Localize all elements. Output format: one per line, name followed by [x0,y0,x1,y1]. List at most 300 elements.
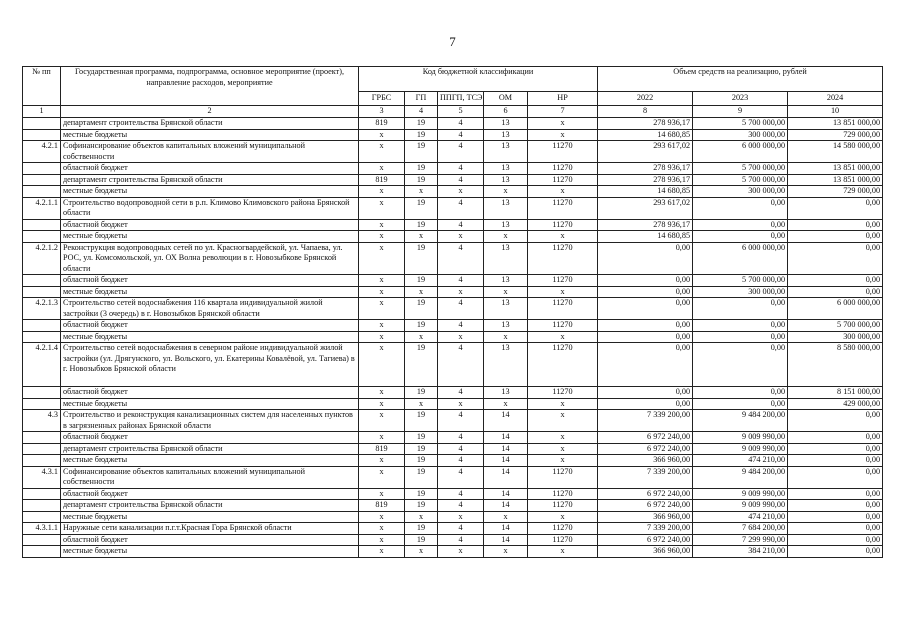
row-gp: х [405,186,438,198]
row-name: местные бюджеты [61,231,359,243]
row-gp: 19 [405,523,438,535]
col-num-header: № пп [23,67,61,106]
row-value-2023: 300 000,00 [693,286,788,298]
row-gp: 19 [405,197,438,219]
row-number [23,443,61,455]
row-value-2024: 13 851 000,00 [788,163,883,175]
row-value-2023: 384 210,00 [693,546,788,558]
row-om: 13 [484,118,528,130]
row-nr: 11270 [528,163,598,175]
table-row [23,141,883,163]
row-om: 14 [484,443,528,455]
row-number: 4.2.1.2 [23,242,61,275]
row-ppgp: 4 [438,432,484,444]
row-ppgp: х [438,546,484,558]
row-number [23,286,61,298]
row-ppgp: 4 [438,488,484,500]
row-nr: х [528,410,598,432]
row-grbs: х [359,242,405,275]
row-value-2022: 6 972 240,00 [598,488,693,500]
row-value-2023: 0,00 [693,320,788,332]
table-row [23,242,883,275]
row-value-2023: 0,00 [693,398,788,410]
row-nr: 11270 [528,523,598,535]
budget-table [22,66,883,558]
row-grbs: х [359,286,405,298]
row-grbs: х [359,331,405,343]
row-name: областной бюджет [61,163,359,175]
row-number: 4.3 [23,410,61,432]
table-row [23,398,883,410]
row-value-2024: 729 000,00 [788,186,883,198]
row-gp: 19 [405,163,438,175]
row-ppgp: 4 [438,275,484,287]
row-name: департамент строительства Брянской области [61,500,359,512]
col-nr-header: НР [528,92,598,106]
row-number [23,488,61,500]
row-value-2024: 0,00 [788,466,883,488]
row-name: Софинансирование объектов капитальных вложений муниципальной собственности [61,466,359,488]
row-grbs: х [359,343,405,387]
row-nr: 11270 [528,534,598,546]
row-value-2023: 9 009 990,00 [693,500,788,512]
row-value-2022: 14 680,85 [598,129,693,141]
row-gp: 19 [405,275,438,287]
row-nr: х [528,432,598,444]
row-value-2023: 9 484 200,00 [693,466,788,488]
table-row [23,320,883,332]
page-number: 7 [449,34,456,49]
row-value-2024: 429 000,00 [788,398,883,410]
row-value-2022: 6 972 240,00 [598,432,693,444]
col-2022-header: 2022 [598,92,693,106]
row-value-2024: 0,00 [788,488,883,500]
row-value-2024: 13 851 000,00 [788,174,883,186]
row-grbs: 819 [359,174,405,186]
col-name-header: Государственная программа, подпрограмма, основное мероприятие (проект), направление расходов, мероприятие [61,67,359,106]
column-number: 4 [405,106,438,118]
row-value-2022: 14 680,85 [598,186,693,198]
row-grbs: х [359,219,405,231]
table-row [23,466,883,488]
row-gp: 19 [405,320,438,332]
table-row [23,197,883,219]
row-gp: 19 [405,343,438,387]
table-row [23,286,883,298]
table-row [23,331,883,343]
row-ppgp: 4 [438,141,484,163]
row-nr: х [528,398,598,410]
row-nr: 11270 [528,298,598,320]
row-grbs: х [359,163,405,175]
row-number: 4.2.1 [23,141,61,163]
row-name: местные бюджеты [61,331,359,343]
row-ppgp: 4 [438,443,484,455]
row-value-2024: 13 851 000,00 [788,118,883,130]
row-grbs: х [359,455,405,467]
row-nr: 11270 [528,387,598,399]
row-om: 14 [484,500,528,512]
table-row [23,511,883,523]
row-om: 13 [484,298,528,320]
row-gp: 19 [405,455,438,467]
row-number [23,129,61,141]
table-row [23,534,883,546]
row-ppgp: 4 [438,466,484,488]
row-nr: х [528,231,598,243]
row-grbs: х [359,186,405,198]
row-name: областной бюджет [61,488,359,500]
table-row [23,443,883,455]
row-nr: 11270 [528,197,598,219]
row-number [23,231,61,243]
row-value-2022: 0,00 [598,242,693,275]
col-funds-header: Объем средств на реализацию, рублей [598,67,883,92]
row-value-2023: 5 700 000,00 [693,118,788,130]
row-value-2022: 0,00 [598,275,693,287]
row-om: 13 [484,197,528,219]
row-number: 4.2.1.3 [23,298,61,320]
row-om: 13 [484,387,528,399]
row-name: Строительство и реконструкция канализационных систем для населенных пунктов в загрязненных районах Брянской области [61,410,359,432]
row-value-2023: 474 210,00 [693,455,788,467]
row-name: Строительство сетей водоснабжения в северном районе индивидуальной жилой застройки (ул. Дрягунского, ул. Вольского, ул. Екатерины Ковалёвой, ул. Тагиева) в г. Новозыбков Брянской области [61,343,359,387]
row-gp: х [405,546,438,558]
row-value-2024: 14 580 000,00 [788,141,883,163]
row-ppgp: 4 [438,129,484,141]
column-number: 1 [23,106,61,118]
row-gp: 19 [405,387,438,399]
row-number [23,163,61,175]
row-name: местные бюджеты [61,398,359,410]
row-name: департамент строительства Брянской области [61,118,359,130]
col-2023-header: 2023 [693,92,788,106]
row-number [23,174,61,186]
row-grbs: х [359,466,405,488]
table-row [23,488,883,500]
row-om: 13 [484,275,528,287]
row-value-2022: 0,00 [598,343,693,387]
column-number: 10 [788,106,883,118]
table-row [23,546,883,558]
row-ppgp: 4 [438,523,484,535]
row-value-2022: 6 972 240,00 [598,500,693,512]
row-om: 14 [484,432,528,444]
row-grbs: х [359,231,405,243]
col-grbs-header: ГРБС [359,92,405,106]
row-grbs: х [359,511,405,523]
col-ppgp-header: ППГП, ТСЭ [438,92,484,106]
row-value-2023: 9 009 990,00 [693,443,788,455]
row-ppgp: х [438,511,484,523]
row-ppgp: х [438,331,484,343]
column-number: 2 [61,106,359,118]
row-om: х [484,186,528,198]
row-value-2023: 9 009 990,00 [693,432,788,444]
row-om: х [484,546,528,558]
row-om: 13 [484,343,528,387]
row-grbs: х [359,320,405,332]
row-grbs: х [359,546,405,558]
row-grbs: х [359,298,405,320]
row-grbs: х [359,398,405,410]
row-ppgp: 4 [438,242,484,275]
row-ppgp: 4 [438,298,484,320]
row-gp: 19 [405,500,438,512]
col-om-header: ОМ [484,92,528,106]
table-row [23,275,883,287]
row-value-2024: 0,00 [788,242,883,275]
row-value-2022: 7 339 200,00 [598,466,693,488]
row-value-2024: 0,00 [788,231,883,243]
row-om: 14 [484,410,528,432]
row-value-2024: 729 000,00 [788,129,883,141]
table-row [23,219,883,231]
row-nr: х [528,118,598,130]
row-value-2022: 293 617,02 [598,197,693,219]
row-nr: 11270 [528,320,598,332]
row-ppgp: 4 [438,343,484,387]
row-value-2024: 6 000 000,00 [788,298,883,320]
row-gp: 19 [405,534,438,546]
row-gp: х [405,398,438,410]
row-gp: х [405,511,438,523]
table-row [23,343,883,387]
row-grbs: 819 [359,500,405,512]
row-ppgp: х [438,186,484,198]
row-value-2023: 0,00 [693,197,788,219]
row-nr: х [528,129,598,141]
row-value-2022: 6 972 240,00 [598,443,693,455]
row-value-2024: 0,00 [788,275,883,287]
row-name: областной бюджет [61,534,359,546]
row-value-2022: 0,00 [598,331,693,343]
row-name: местные бюджеты [61,186,359,198]
row-ppgp: 4 [438,197,484,219]
row-nr: 11270 [528,275,598,287]
row-name: областной бюджет [61,219,359,231]
column-number: 9 [693,106,788,118]
row-gp: х [405,231,438,243]
row-number [23,387,61,399]
col-2024-header: 2024 [788,92,883,106]
row-om: 13 [484,320,528,332]
header-row [23,67,883,92]
row-om: х [484,286,528,298]
row-value-2024: 300 000,00 [788,331,883,343]
row-grbs: х [359,387,405,399]
row-value-2024: 0,00 [788,197,883,219]
row-grbs: х [359,523,405,535]
row-nr: 11270 [528,174,598,186]
row-nr: 11270 [528,219,598,231]
row-om: 14 [484,466,528,488]
row-om: 14 [484,455,528,467]
row-value-2024: 0,00 [788,511,883,523]
row-value-2022: 278 936,17 [598,174,693,186]
row-name: Софинансирование объектов капитальных вложений муниципальной собственности [61,141,359,163]
row-value-2022: 0,00 [598,286,693,298]
row-name: Строительство сетей водоснабжения 116 квартала индивидуальной жилой застройки (3 очередь) в г. Новозыбков Брянской области [61,298,359,320]
row-nr: 11270 [528,466,598,488]
row-ppgp: 4 [438,118,484,130]
row-number [23,546,61,558]
row-number: 4.3.1.1 [23,523,61,535]
row-om: х [484,511,528,523]
row-gp: 19 [405,118,438,130]
row-value-2023: 5 700 000,00 [693,275,788,287]
row-number [23,534,61,546]
row-nr: х [528,286,598,298]
row-number: 4.3.1 [23,466,61,488]
table-row [23,432,883,444]
row-value-2023: 0,00 [693,343,788,387]
table-row [23,455,883,467]
row-value-2023: 300 000,00 [693,186,788,198]
row-gp: 19 [405,129,438,141]
row-grbs: х [359,129,405,141]
row-ppgp: 4 [438,500,484,512]
row-value-2024: 0,00 [788,286,883,298]
row-ppgp: 4 [438,174,484,186]
row-ppgp: 4 [438,455,484,467]
column-number: 6 [484,106,528,118]
row-nr: х [528,186,598,198]
row-grbs: х [359,410,405,432]
row-grbs: х [359,197,405,219]
row-nr: х [528,455,598,467]
row-value-2024: 0,00 [788,443,883,455]
row-value-2022: 278 936,17 [598,219,693,231]
row-name: местные бюджеты [61,546,359,558]
column-number: 5 [438,106,484,118]
row-gp: х [405,286,438,298]
row-om: 14 [484,523,528,535]
table-row [23,523,883,535]
row-value-2023: 474 210,00 [693,511,788,523]
row-value-2023: 9 484 200,00 [693,410,788,432]
row-number [23,511,61,523]
table-row [23,387,883,399]
row-nr: 11270 [528,500,598,512]
row-gp: 19 [405,432,438,444]
row-ppgp: 4 [438,219,484,231]
row-value-2023: 5 700 000,00 [693,174,788,186]
row-value-2022: 0,00 [598,398,693,410]
row-om: 14 [484,534,528,546]
row-number [23,320,61,332]
row-number [23,219,61,231]
row-value-2024: 0,00 [788,546,883,558]
row-gp: х [405,331,438,343]
row-grbs: 819 [359,443,405,455]
row-name: Наружные сети канализации п.г.т.Красная Гора Брянской области [61,523,359,535]
row-value-2023: 6 000 000,00 [693,242,788,275]
row-nr: 11270 [528,343,598,387]
column-number: 8 [598,106,693,118]
row-om: 13 [484,129,528,141]
row-om: 13 [484,141,528,163]
row-value-2023: 7 684 200,00 [693,523,788,535]
row-value-2022: 366 960,00 [598,455,693,467]
row-ppgp: 4 [438,163,484,175]
row-name: департамент строительства Брянской области [61,174,359,186]
row-value-2024: 0,00 [788,455,883,467]
row-value-2022: 14 680,85 [598,231,693,243]
row-grbs: х [359,432,405,444]
row-grbs: х [359,141,405,163]
row-om: х [484,331,528,343]
col-gp-header: ГП [405,92,438,106]
row-value-2024: 0,00 [788,523,883,535]
row-value-2022: 366 960,00 [598,511,693,523]
row-value-2022: 6 972 240,00 [598,534,693,546]
row-value-2022: 278 936,17 [598,163,693,175]
row-value-2024: 0,00 [788,219,883,231]
row-name: местные бюджеты [61,286,359,298]
table-row [23,186,883,198]
row-gp: 19 [405,488,438,500]
row-value-2023: 0,00 [693,231,788,243]
table-row [23,163,883,175]
row-value-2022: 0,00 [598,298,693,320]
row-gp: 19 [405,466,438,488]
row-value-2022: 293 617,02 [598,141,693,163]
row-number [23,275,61,287]
row-name: областной бюджет [61,275,359,287]
row-value-2023: 6 000 000,00 [693,141,788,163]
row-grbs: х [359,275,405,287]
row-grbs: х [359,534,405,546]
row-ppgp: 4 [438,410,484,432]
table-row [23,129,883,141]
row-value-2024: 5 700 000,00 [788,320,883,332]
row-number [23,455,61,467]
row-nr: х [528,443,598,455]
row-name: областной бюджет [61,432,359,444]
row-value-2024: 0,00 [788,500,883,512]
row-value-2024: 0,00 [788,534,883,546]
row-gp: 19 [405,298,438,320]
row-value-2022: 0,00 [598,320,693,332]
row-value-2024: 8 580 000,00 [788,343,883,387]
row-ppgp: х [438,286,484,298]
table-row [23,410,883,432]
table-row [23,174,883,186]
row-ppgp: х [438,231,484,243]
row-name: областной бюджет [61,320,359,332]
row-value-2024: 0,00 [788,410,883,432]
row-nr: 11270 [528,141,598,163]
row-value-2022: 7 339 200,00 [598,410,693,432]
row-name: местные бюджеты [61,129,359,141]
row-name: местные бюджеты [61,455,359,467]
row-value-2022: 366 960,00 [598,546,693,558]
row-number [23,500,61,512]
row-nr: х [528,511,598,523]
row-value-2023: 5 700 000,00 [693,163,788,175]
row-number [23,186,61,198]
row-nr: х [528,331,598,343]
row-name: Строительство водопроводной сети в р.п. Климово Климовского района Брянской области [61,197,359,219]
row-value-2022: 7 339 200,00 [598,523,693,535]
table-row [23,118,883,130]
table-row [23,500,883,512]
row-om: 13 [484,219,528,231]
column-number: 3 [359,106,405,118]
row-number [23,331,61,343]
row-value-2023: 0,00 [693,387,788,399]
